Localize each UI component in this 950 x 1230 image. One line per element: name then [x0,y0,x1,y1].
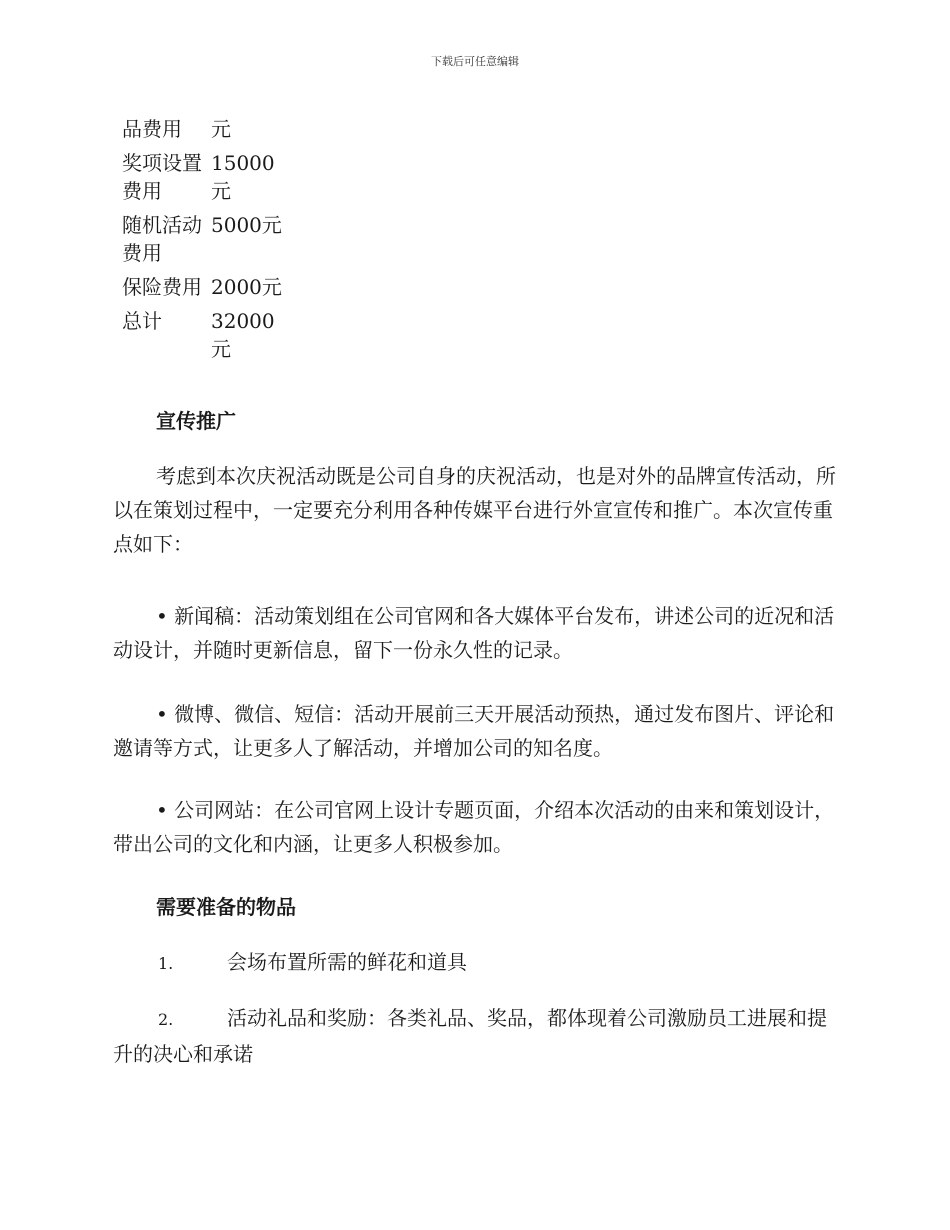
promotion-intro: 考虑到本次庆祝活动既是公司自身的庆祝活动，也是对外的品牌宣传活动，所以在策划过程中，一定要充分利用各种传媒平台进行外宣宣传和推广。本次宣传重点如下： [113,464,836,556]
list-number: 1. [158,954,174,973]
cost-item: 总计 [122,309,162,333]
cost-amount: 15000元 [211,151,275,203]
list-number: 2. [158,1010,174,1029]
page-header-note: 下载后可任意编辑 [431,55,519,68]
cost-table [122,115,291,369]
promotion-point: • 公司网站：在公司官网上设计专题页面，介绍本次活动的由来和策划设计，带出公司的文化和内涵，让更多人积极参加。 [113,798,835,856]
supplies-list-item [113,945,837,981]
cost-amount: 5000元 [211,213,282,237]
list-text: 活动礼品和奖励：各类礼品、奖品，都体现着公司激励员工进展和提升的决心和承诺 [113,1006,827,1066]
cost-amount: 32000元 [211,309,275,361]
cost-item: 随机活动费用 [122,213,202,265]
promotion-point: • 微博、微信、短信：活动开展前三天开展活动预热，通过发布图片、评论和邀请等方式，让更多人了解活动，并增加公司的知名度。 [113,702,835,760]
supplies-heading: 需要准备的物品 [156,895,296,919]
supplies-list-item [113,1001,837,1071]
promotion-heading: 宣传推广 [156,409,236,433]
cost-row [122,211,291,273]
cost-item: 奖项设置费用 [122,151,202,203]
cost-row [122,149,291,211]
cost-row [122,115,291,149]
cost-item: 保险费用 [122,275,202,299]
cost-item: 品费用 [122,117,182,141]
cost-row [122,273,291,307]
cost-amount: 2000元 [211,275,282,299]
cost-amount: 元 [211,117,231,141]
promotion-point: • 新闻稿：活动策划组在公司官网和各大媒体平台发布，讲述公司的近况和活动设计，并随时更新信息，留下一份永久性的记录。 [113,604,835,662]
cost-row-total [122,307,291,369]
list-text: 会场布置所需的鲜花和道具 [227,950,467,974]
